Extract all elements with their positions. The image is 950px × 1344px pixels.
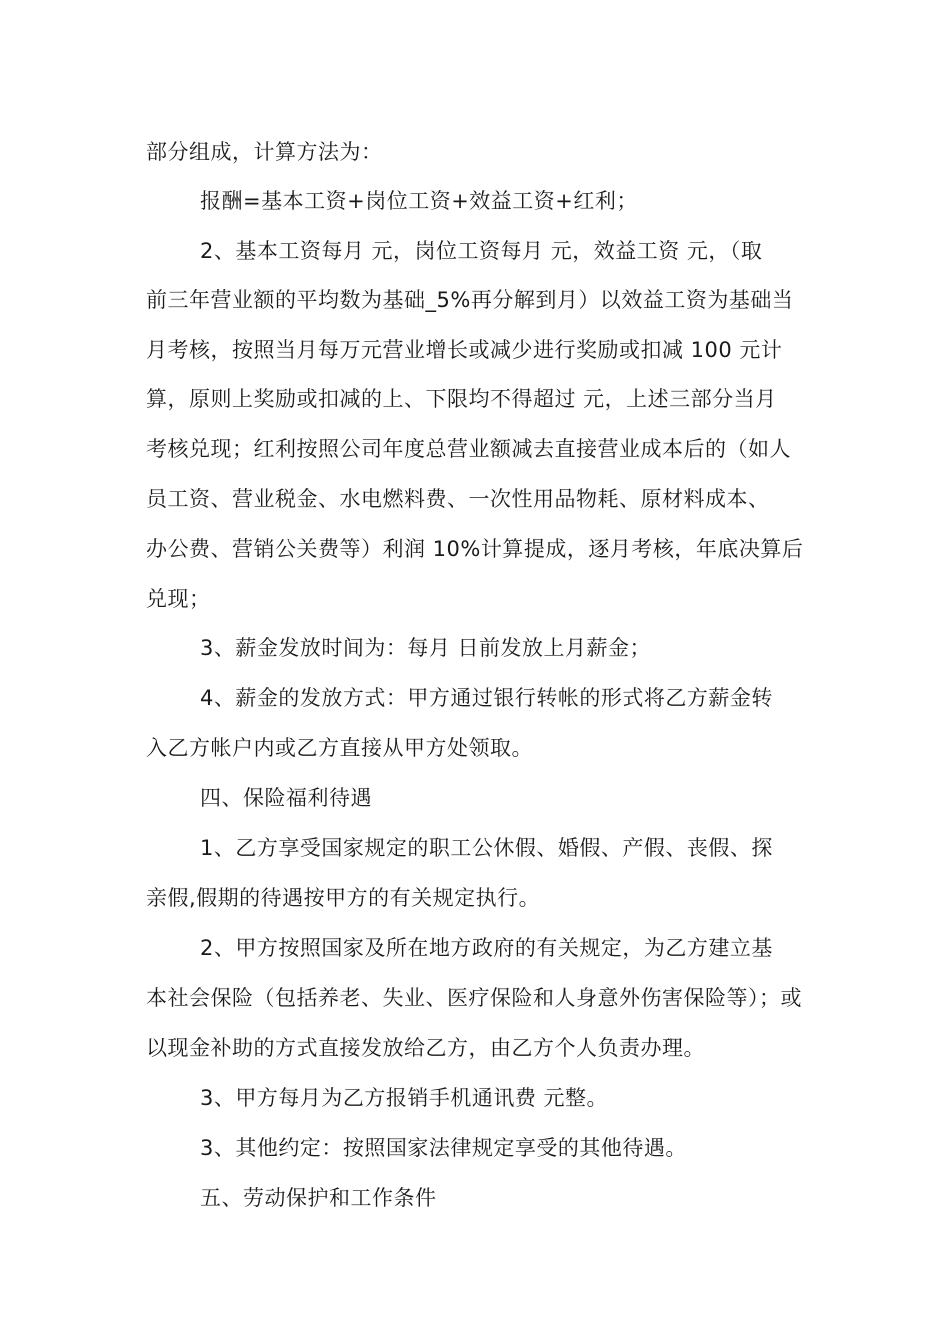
text-line: 办公费、营销公关费等）利润 10%计算提成，逐月考核，年底决算后	[146, 537, 804, 561]
text-line: 部分组成，计算方法为：	[146, 140, 383, 164]
text-line: 前三年营业额的平均数为基础_5%再分解到月）以效益工资为基础当	[146, 288, 794, 312]
section-heading: 五、劳动保护和工作条件	[200, 1186, 437, 1210]
text-line: 月考核，按照当月每万元营业增长或减少进行奖励或扣减 100 元计	[146, 338, 783, 362]
text-line: 2、甲方按照国家及所在地方政府的有关规定，为乙方建立基	[200, 936, 773, 960]
text-line: 3、其他约定：按照国家法律规定享受的其他待遇。	[200, 1136, 687, 1160]
text-line: 算，原则上奖励或扣减的上、下限均不得超过 元，上述三部分当月	[146, 387, 777, 411]
text-line: 亲假,假期的待遇按甲方的有关规定执行。	[146, 886, 541, 910]
section-heading: 四、保险福利待遇	[200, 786, 372, 810]
text-line: 1、乙方享受国家规定的职工公休假、婚假、产假、丧假、探	[200, 836, 773, 860]
text-line: 考核兑现；红利按照公司年度总营业额减去直接营业成本后的（如人	[146, 437, 791, 461]
text-line: 入乙方帐户内或乙方直接从甲方处领取。	[146, 736, 533, 760]
text-line: 以现金补助的方式直接发放给乙方，由乙方个人负责办理。	[146, 1036, 705, 1060]
text-line: 3、薪金发放时间为：每月 日前发放上月薪金；	[200, 636, 652, 660]
text-line: 员工资、营业税金、水电燃料费、一次性用品物耗、原材料成本、	[146, 487, 770, 511]
text-line: 3、甲方每月为乙方报销手机通讯费 元整。	[200, 1086, 609, 1110]
text-line: 本社会保险（包括养老、失业、医疗保险和人身意外伤害保险等）；或	[146, 986, 802, 1010]
text-line: 兑现；	[146, 587, 211, 611]
text-line: 4、薪金的发放方式：甲方通过银行转帐的形式将乙方薪金转	[200, 686, 773, 710]
text-line: 报酬=基本工资+岗位工资+效益工资+红利；	[200, 189, 638, 213]
text-line: 2、基本工资每月 元，岗位工资每月 元，效益工资 元，（取	[200, 239, 763, 263]
